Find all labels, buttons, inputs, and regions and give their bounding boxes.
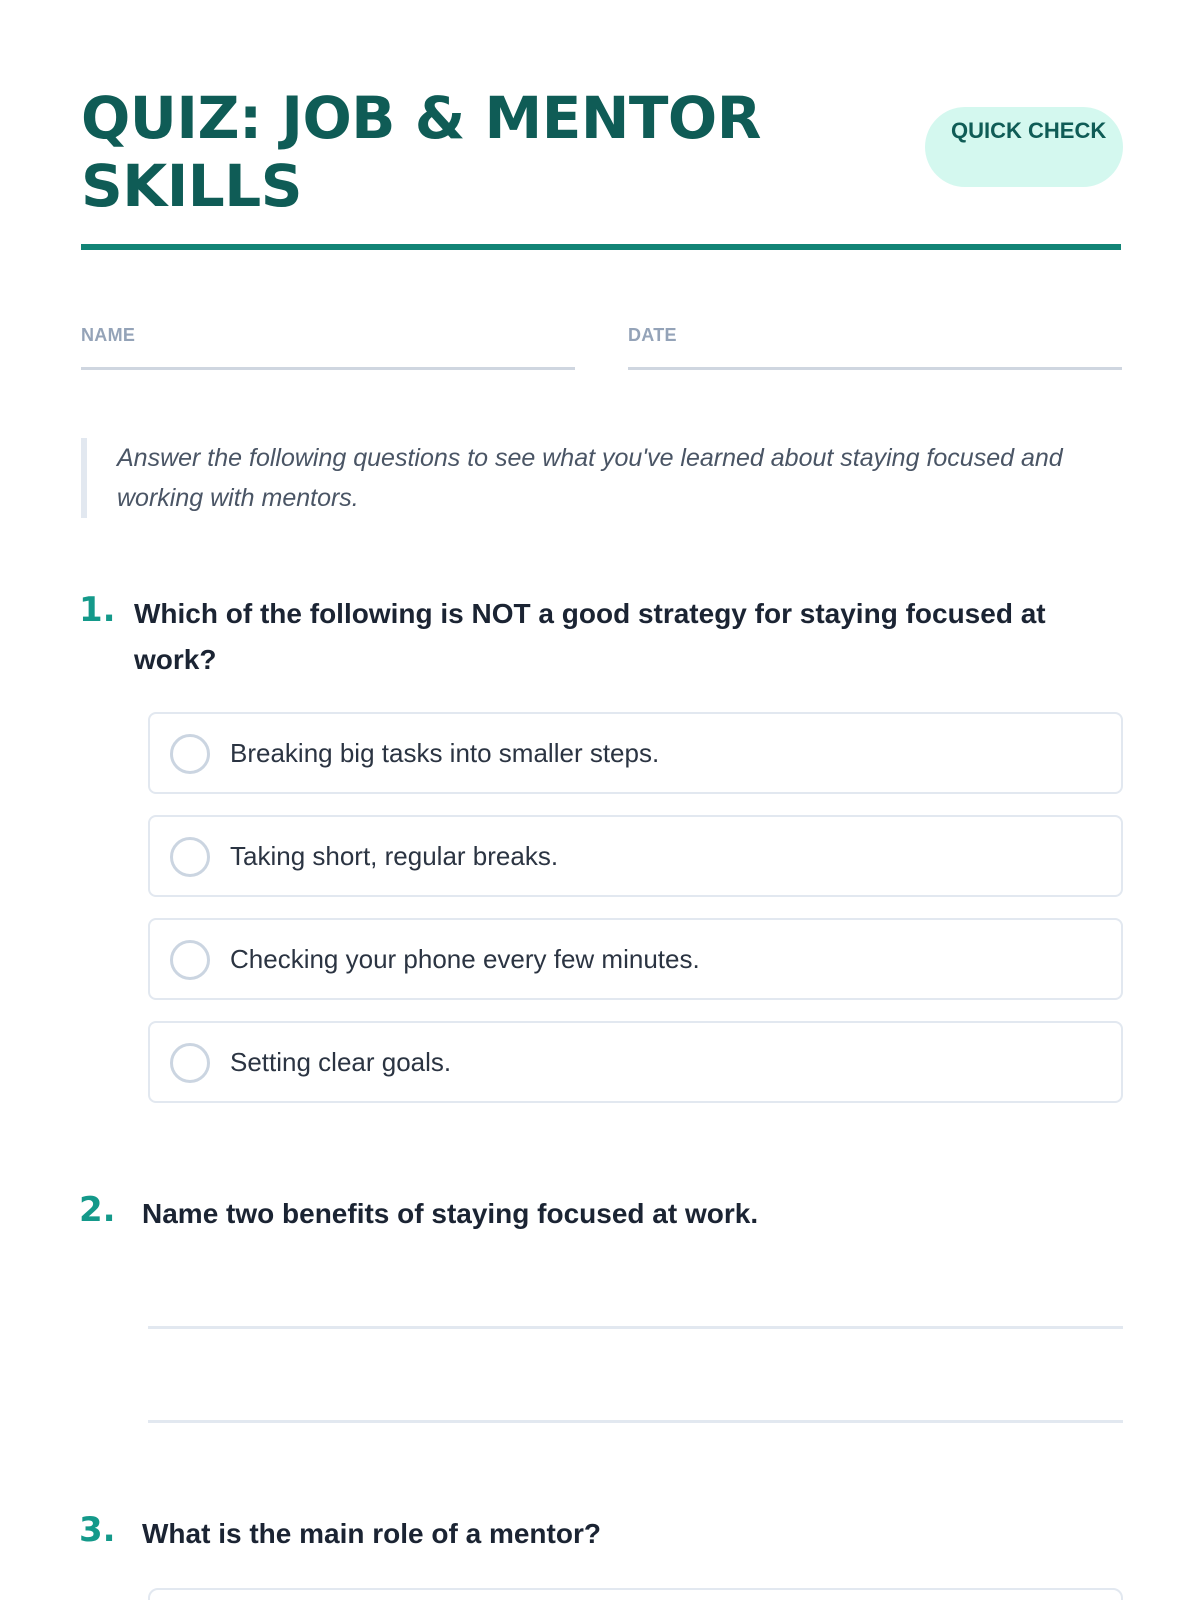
name-label: NAME — [81, 325, 136, 345]
date-field[interactable] — [628, 320, 1122, 370]
option-label: Checking your phone every few minutes. — [230, 944, 700, 974]
quick-check-badge: QUICK CHECK — [925, 107, 1123, 187]
option-label: Breaking big tasks into smaller steps. — [230, 738, 660, 768]
radio-button-icon[interactable] — [170, 940, 210, 980]
page-title: QUIZ: JOB & MENTOR SKILLS — [81, 84, 761, 220]
question-1-number: 1. — [79, 590, 116, 630]
question-3-text: What is the main role of a mentor? — [142, 1518, 601, 1549]
question-3-number: 3. — [79, 1510, 116, 1550]
radio-button-icon[interactable] — [170, 1043, 210, 1083]
name-field[interactable] — [81, 320, 575, 370]
date-label: DATE — [628, 325, 677, 345]
radio-button-icon[interactable] — [170, 837, 210, 877]
question-1-text: Which of the following is NOT a good strategy for staying focused at work? — [134, 598, 1046, 675]
question-2-number: 2. — [79, 1190, 116, 1230]
question-1-option-2[interactable] — [148, 815, 1123, 897]
option-label: Setting clear goals. — [230, 1047, 452, 1077]
option-label: Taking short, regular breaks. — [230, 841, 559, 871]
quiz-instructions: Answer the following questions to see what you've learned about staying focused and working with mentors. — [81, 438, 1121, 518]
quiz-header — [81, 80, 1121, 250]
radio-button-icon[interactable] — [170, 734, 210, 774]
answer-line-1[interactable] — [148, 1326, 1123, 1329]
question-1-option-3[interactable] — [148, 918, 1123, 1000]
answer-line-2[interactable] — [148, 1420, 1123, 1423]
question-1-option-1[interactable] — [148, 712, 1123, 794]
question-3-answer-box[interactable] — [148, 1588, 1123, 1600]
question-1-option-4[interactable] — [148, 1021, 1123, 1103]
question-2-text: Name two benefits of staying focused at work. — [142, 1198, 759, 1229]
